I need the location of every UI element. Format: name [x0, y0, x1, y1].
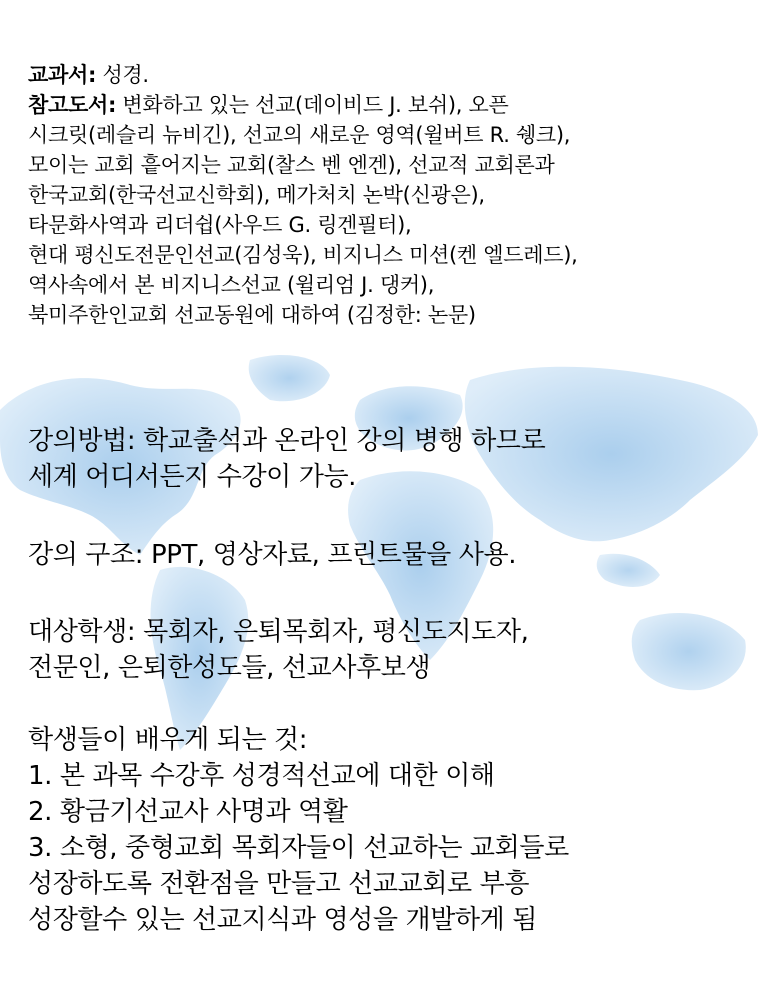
- outcomes-heading: 학생들이 배우게 되는 것:: [28, 725, 308, 755]
- reference-line: 시크릿(레슬리 뉴비긴), 선교의 새로운 영역(윌버트 R. 쉥크),: [28, 123, 571, 147]
- method-line: 강의방법: 학교출석과 온라인 강의 병행 하므로: [28, 426, 546, 456]
- structure-line: 강의 구조: PPT, 영상자료, 프린트물을 사용.: [28, 540, 517, 570]
- reference-line: 북미주한인교회 선교동원에 대하여 (김정한: 논문): [28, 303, 476, 327]
- outcome-item: 3. 소형, 중형교회 목회자들이 선교하는 교회들로: [28, 833, 569, 863]
- method-line: 세계 어디서든지 수강이 가능.: [28, 462, 357, 492]
- audience-line: 전문인, 은퇴한성도들, 선교사후보생: [28, 653, 431, 683]
- textbook-line: [28, 60, 748, 90]
- references-block: [28, 60, 748, 330]
- audience-block: [28, 614, 748, 686]
- outcomes-block: [28, 722, 748, 938]
- reference-line: 타문화사역과 리더쉽(사우드 G. 링겐필터),: [28, 213, 412, 237]
- reference-line: 한국교회(한국선교신학회), 메가처치 논박(신광은),: [28, 183, 485, 207]
- outcome-item: 2. 황금기선교사 사명과 역활: [28, 797, 348, 827]
- continent-greenland: [249, 355, 330, 401]
- reference-line: 역사속에서 본 비지니스선교 (윌리엄 J. 댕커),: [28, 273, 435, 297]
- outcome-item: 성장할수 있는 선교지식과 영성을 개발하게 됨: [28, 905, 537, 935]
- outcome-item: 1. 본 과목 수강후 성경적선교에 대한 이해: [28, 761, 495, 791]
- references-label: 참고도서:: [28, 93, 117, 117]
- audience-line: 대상학생: 목회자, 은퇴목회자, 평신도지도자,: [28, 617, 529, 647]
- outcome-item: 성장하도록 전환점을 만들고 선교교회로 부흥: [28, 869, 530, 899]
- structure-block: [28, 537, 748, 573]
- textbook-label: 교과서:: [28, 63, 97, 87]
- reference-text: 변화하고 있는 선교(데이비드 J. 보쉬), 오픈: [116, 93, 509, 117]
- reference-line: 현대 평신도전문인선교(김성욱), 비지니스 미션(켄 엘드레드),: [28, 243, 578, 267]
- reference-line: 모이는 교회 흩어지는 교회(찰스 벤 엔겐), 선교적 교회론과: [28, 153, 555, 177]
- method-block: [28, 423, 748, 495]
- reference-line: [28, 90, 748, 120]
- textbook-value: 성경.: [96, 63, 149, 87]
